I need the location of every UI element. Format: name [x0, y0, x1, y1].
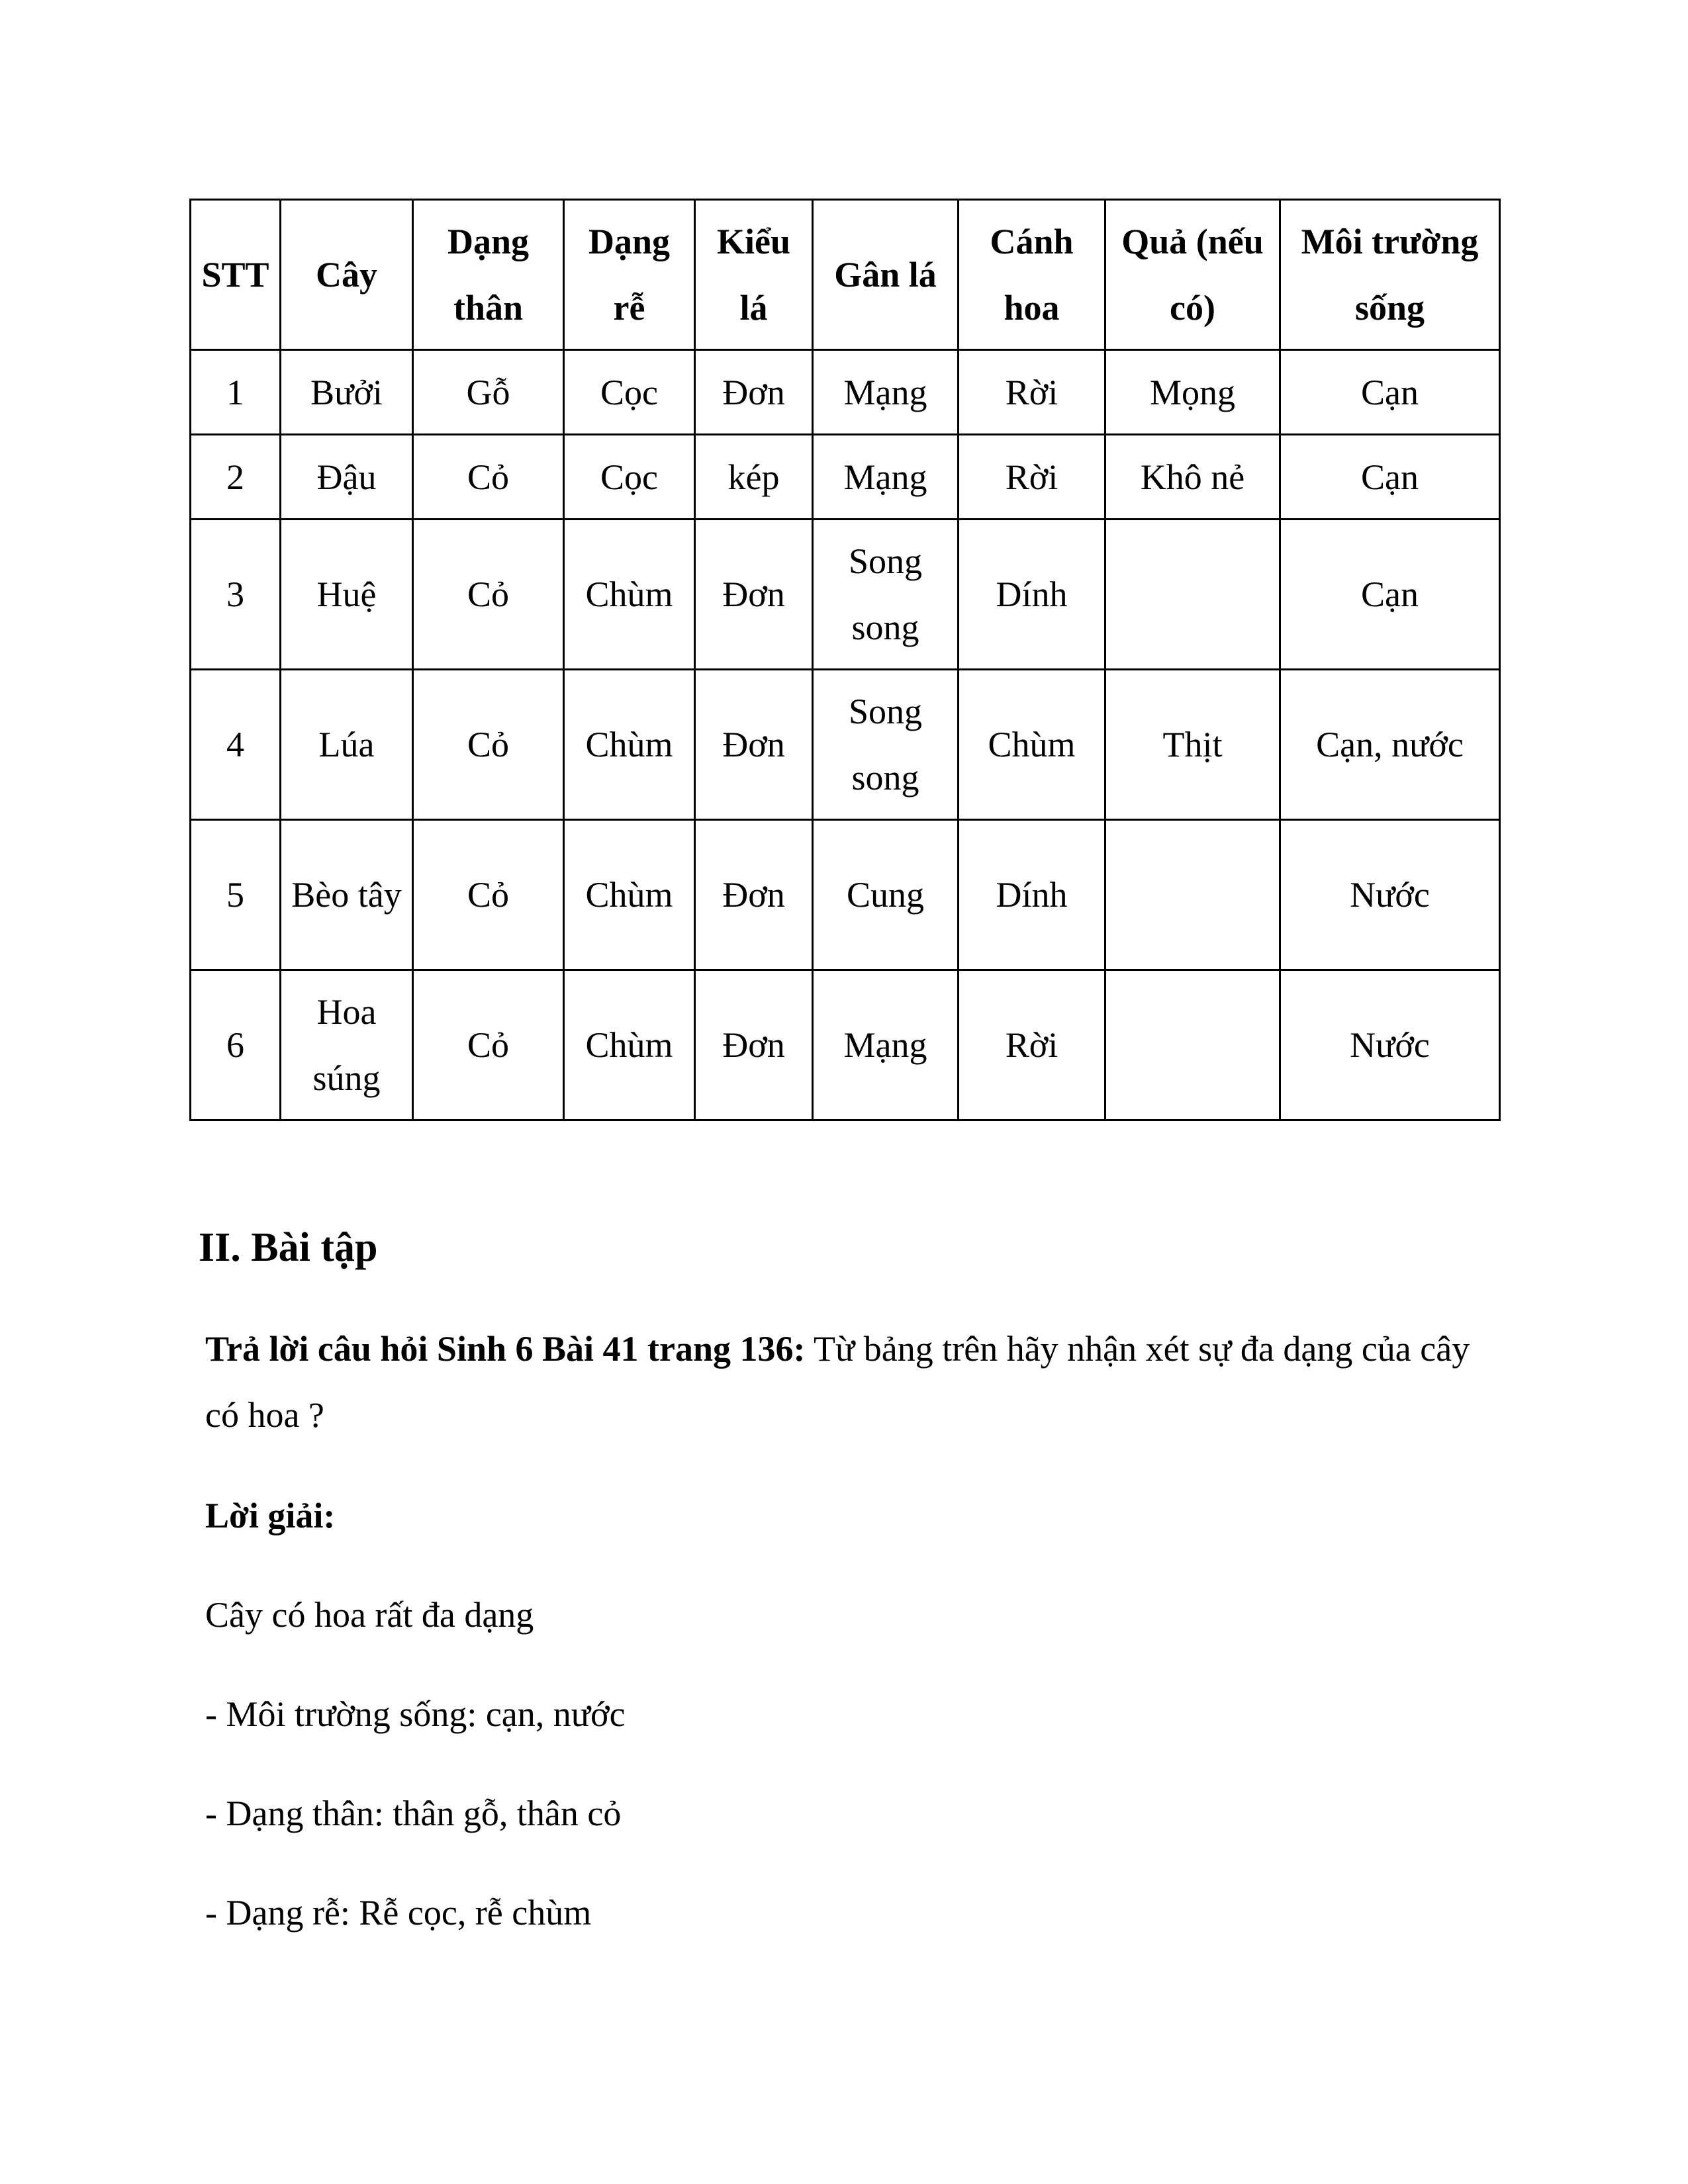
table-row	[191, 970, 1500, 1120]
question-label: Trả lời câu hỏi Sinh 6 Bài 41 trang 136:	[205, 1329, 806, 1369]
table-cell: Bèo tây	[281, 820, 413, 970]
table-cell: Chùm	[564, 670, 695, 820]
table-cell: Rời	[959, 350, 1105, 435]
table-cell: Đơn	[695, 670, 813, 820]
plant-comparison-table	[189, 199, 1501, 1121]
table-cell: Dính	[959, 820, 1105, 970]
table-row	[191, 350, 1500, 435]
table-cell: Mọng	[1105, 350, 1280, 435]
table-cell: Nước	[1280, 970, 1500, 1120]
table-cell: Cỏ	[413, 820, 564, 970]
table-cell: 3	[191, 520, 281, 670]
table-row	[191, 670, 1500, 820]
table-cell: Hoa súng	[281, 970, 413, 1120]
table-cell: Gỗ	[413, 350, 564, 435]
table-cell: Cỏ	[413, 520, 564, 670]
table-header-row	[191, 200, 1500, 350]
table-cell	[1105, 970, 1280, 1120]
table-cell: Chùm	[564, 970, 695, 1120]
table-cell: Chùm	[564, 520, 695, 670]
table-cell: Cạn	[1280, 350, 1500, 435]
table-cell	[1105, 520, 1280, 670]
table-cell: Đơn	[695, 820, 813, 970]
table-cell: 5	[191, 820, 281, 970]
table-cell: Mạng	[813, 435, 959, 520]
table-cell: Cọc	[564, 350, 695, 435]
table-cell: Dính	[959, 520, 1105, 670]
table-cell: Rời	[959, 970, 1105, 1120]
table-cell: Đơn	[695, 520, 813, 670]
solution-label: Lời giải:	[205, 1496, 336, 1535]
header-cell: STT	[191, 200, 281, 350]
section-title: II. Bài tập	[199, 1225, 378, 1270]
header-cell: Môi trường sống	[1280, 200, 1500, 350]
table-cell: Thịt	[1105, 670, 1280, 820]
answer-line: Cây có hoa rất đa dạng	[205, 1595, 534, 1635]
table-cell: Bưởi	[281, 350, 413, 435]
header-cell: Dạng rễ	[564, 200, 695, 350]
header-cell: Dạng thân	[413, 200, 564, 350]
table-cell: Đơn	[695, 350, 813, 435]
table-cell: Huệ	[281, 520, 413, 670]
answer-line: - Dạng thân: thân gỗ, thân cỏ	[205, 1794, 622, 1833]
table-cell: Rời	[959, 435, 1105, 520]
answer-line: - Môi trường sống: cạn, nước	[205, 1694, 626, 1734]
table-cell: kép	[695, 435, 813, 520]
header-cell: Kiểu lá	[695, 200, 813, 350]
question-paragraph	[205, 1316, 1503, 1448]
table-cell: 6	[191, 970, 281, 1120]
table-cell: Cỏ	[413, 670, 564, 820]
table-row	[191, 820, 1500, 970]
header-cell: Cánh hoa	[959, 200, 1105, 350]
table-cell: Mạng	[813, 350, 959, 435]
table-cell: Nước	[1280, 820, 1500, 970]
header-cell: Quả (nếu có)	[1105, 200, 1280, 350]
table-cell: Cạn	[1280, 435, 1500, 520]
table-cell: Cạn	[1280, 520, 1500, 670]
table-cell: Cạn, nước	[1280, 670, 1500, 820]
table-cell: Khô nẻ	[1105, 435, 1280, 520]
table-cell: Cung	[813, 820, 959, 970]
table-row	[191, 520, 1500, 670]
table-cell: Đơn	[695, 970, 813, 1120]
table-cell: Chùm	[959, 670, 1105, 820]
table-cell: Chùm	[564, 820, 695, 970]
table-cell: Mạng	[813, 970, 959, 1120]
question-text: Từ bảng trên hãy nhận xét sự đa dạng của cây có hoa ?	[205, 1329, 1470, 1435]
answer-line: - Dạng rễ: Rễ cọc, rễ chùm	[205, 1893, 592, 1933]
table-cell: Lúa	[281, 670, 413, 820]
table-cell: Cỏ	[413, 970, 564, 1120]
table-cell: 2	[191, 435, 281, 520]
table-cell: Đậu	[281, 435, 413, 520]
table-row	[191, 435, 1500, 520]
table-cell: Song song	[813, 670, 959, 820]
table-cell: Song song	[813, 520, 959, 670]
header-cell: Gân lá	[813, 200, 959, 350]
table-cell: 1	[191, 350, 281, 435]
table-cell	[1105, 820, 1280, 970]
table-cell: Cọc	[564, 435, 695, 520]
table-cell: 4	[191, 670, 281, 820]
header-cell: Cây	[281, 200, 413, 350]
table-cell: Cỏ	[413, 435, 564, 520]
